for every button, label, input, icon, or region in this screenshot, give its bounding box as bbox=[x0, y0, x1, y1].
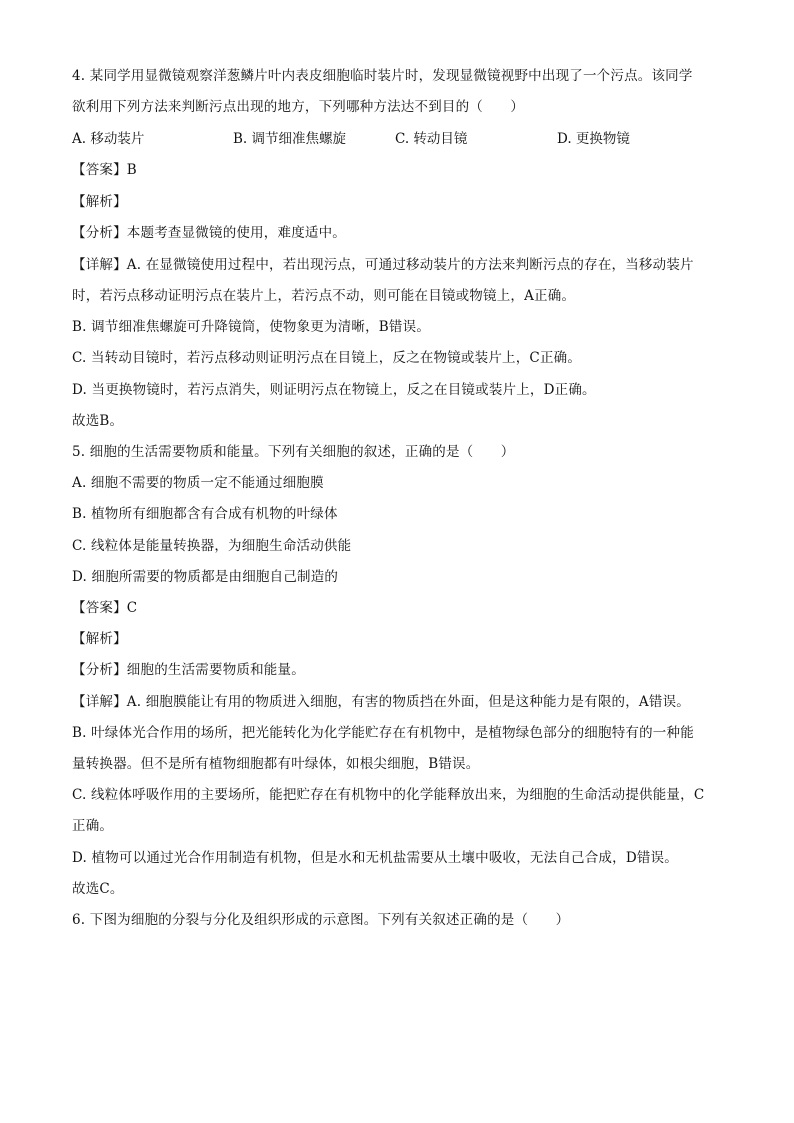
q5-conclusion: 故选C。 bbox=[72, 881, 124, 897]
q5-detail-c-line1: C. 线粒体呼吸作用的主要场所，能把贮存在有机物中的化学能释放出来，为细胞的生命活动提供能量，C bbox=[72, 787, 705, 803]
q5-answer: 【答案】C bbox=[72, 600, 138, 616]
q4-options bbox=[72, 130, 732, 148]
q4-option-a: A. 移动装片 bbox=[72, 131, 145, 147]
q4-option-d: D. 更换物镜 bbox=[557, 131, 630, 147]
q5-option-d: D. 细胞所需要的物质都是由细胞自己制造的 bbox=[72, 569, 339, 585]
q4-conclusion: 故选B。 bbox=[72, 413, 124, 429]
q4-stem-line1: 4. 某同学用显微镜观察洋葱鳞片叶内表皮细胞临时装片时，发现显微镜视野中出现了一个污点。该同学 bbox=[72, 68, 693, 84]
q5-analysis: 【分析】细胞的生活需要物质和能量。 bbox=[72, 662, 305, 678]
q5-stem: 5. 细胞的生活需要物质和能量。下列有关细胞的叙述，正确的是（ ） bbox=[72, 444, 515, 460]
q4-detail-c: C. 当转动目镜时，若污点移动则证明污点在目镜上，反之在物镜或装片上，C正确。 bbox=[72, 350, 582, 366]
q4-detail-line2: 时，若污点移动证明污点在装片上，若污点不动，则可能在目镜或物镜上，A正确。 bbox=[72, 288, 576, 304]
q4-analysis: 【分析】本题考查显微镜的使用，难度适中。 bbox=[72, 225, 346, 241]
q5-option-c: C. 线粒体是能量转换器，为细胞生命活动供能 bbox=[72, 538, 352, 554]
q5-detail-d: D. 植物可以通过光合作用制造有机物，但是水和无机盐需要从土壤中吸收，无法自己合成，D错误。 bbox=[72, 850, 678, 866]
q5-detail-a: 【详解】A. 细胞膜能让有用的物质进入细胞，有害的物质挡在外面，但是这种能力是有限的，A错误。 bbox=[72, 694, 690, 710]
q4-stem-line2: 欲利用下列方法来判断污点出现的地方，下列哪种方法达不到目的（ ） bbox=[72, 99, 525, 115]
q5-analysis-heading: 【解析】 bbox=[72, 631, 127, 647]
q4-analysis-heading: 【解析】 bbox=[72, 194, 127, 210]
q4-detail-line1: 【详解】A. 在显微镜使用过程中，若出现污点，可通过移动装片的方法来判断污点的存在，当移动装片 bbox=[72, 257, 694, 273]
q4-option-b: B. 调节细准焦螺旋 bbox=[233, 131, 347, 147]
q5-detail-c-line2: 正确。 bbox=[72, 818, 114, 834]
q4-detail-b: B. 调节细准焦螺旋可升降镜筒，使物象更为清晰，B错误。 bbox=[72, 319, 431, 335]
q5-detail-b-line1: B. 叶绿体光合作用的场所，把光能转化为化学能贮存在有机物中，是植物绿色部分的细胞特有的一种能 bbox=[72, 725, 694, 741]
q5-detail-b-line2: 量转换器。但不是所有植物细胞都有叶绿体，如根尖细胞，B错误。 bbox=[72, 756, 480, 772]
q6-stem: 6. 下图为细胞的分裂与分化及组织形成的示意图。下列有关叙述正确的是（ ） bbox=[72, 912, 570, 928]
q4-option-c: C. 转动目镜 bbox=[395, 131, 468, 147]
q4-detail-d: D. 当更换物镜时，若污点消失，则证明污点在物镜上，反之在目镜或装片上，D正确。 bbox=[72, 382, 596, 398]
q4-answer: 【答案】B bbox=[72, 162, 137, 178]
q5-option-a: A. 细胞不需要的物质一定不能通过细胞膜 bbox=[72, 475, 324, 491]
q5-option-b: B. 植物所有细胞都含有合成有机物的叶绿体 bbox=[72, 506, 338, 522]
